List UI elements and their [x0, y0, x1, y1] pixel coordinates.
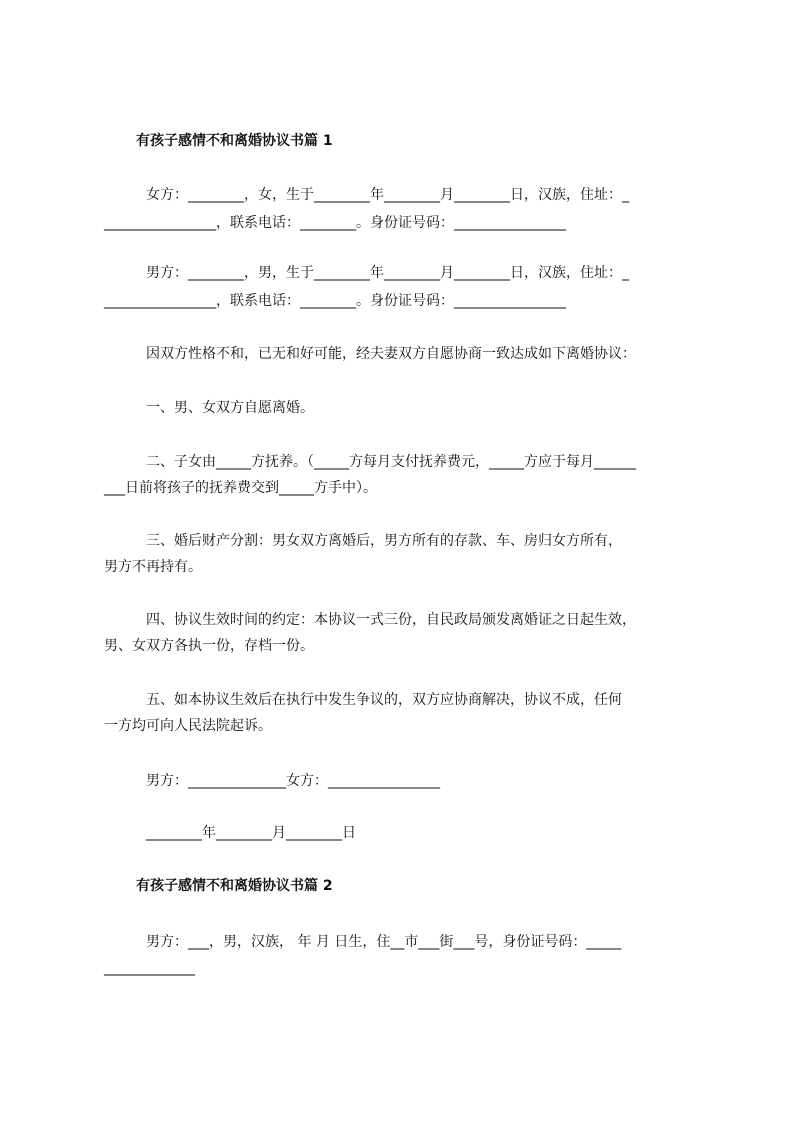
wife-info-line-2: ________________，联系电话：________。身份证号码：________________ [104, 215, 566, 231]
section-2-husband-line-1: 男方：___，男，汉族， 年 月 日生，住__市___街___号，身份证号码：_____ [146, 934, 622, 950]
clause-2-line-1: 二、子女由_____方抚养。（_____方每月支付抚养费元，_____方应于每月______ [146, 454, 636, 470]
husband-info-line-2: ________________，联系电话：________。身份证号码：________________ [104, 293, 566, 309]
husband-info-line-1: 男方：________，男，生于________年________月________日，汉族，住址：_ [146, 265, 629, 281]
date-line: ________年________月________日 [146, 825, 356, 841]
clause-4-line-2: 男、女双方各执一份，存档一份。 [104, 638, 314, 654]
section-2-title: 有孩子感情不和离婚协议书篇 2 [136, 878, 333, 894]
clause-5-line-1: 五、如本协议生效后在执行中发生争议的，双方应协商解决，协议不成，任何 [146, 692, 622, 708]
clause-3-line-1: 三、婚后财产分割：男女双方离婚后，男方所有的存款、车、房归女方所有， [146, 533, 622, 549]
section-2-husband-line-2: _____________ [104, 960, 195, 976]
signature-line: 男方：______________女方：________________ [146, 773, 440, 789]
clause-3-line-2: 男方不再持有。 [104, 559, 202, 575]
clause-2-line-2: ___日前将孩子的抚养费交到_____方手中）。 [104, 480, 377, 496]
clause-5-line-2: 一方均可向人民法院起诉。 [104, 718, 272, 734]
clause-4-line-1: 四、协议生效时间的约定：本协议一式三份，自民政局颁发离婚证之日起生效， [146, 612, 636, 628]
preamble-paragraph: 因双方性格不和，已无和好可能，经夫妻双方自愿协商一致达成如下离婚协议： [146, 346, 636, 362]
clause-1: 一、男、女双方自愿离婚。 [146, 400, 314, 416]
section-1-title: 有孩子感情不和离婚协议书篇 1 [136, 133, 333, 149]
wife-info-line-1: 女方：________，女，生于________年________月________日，汉族，住址：_ [146, 187, 629, 203]
